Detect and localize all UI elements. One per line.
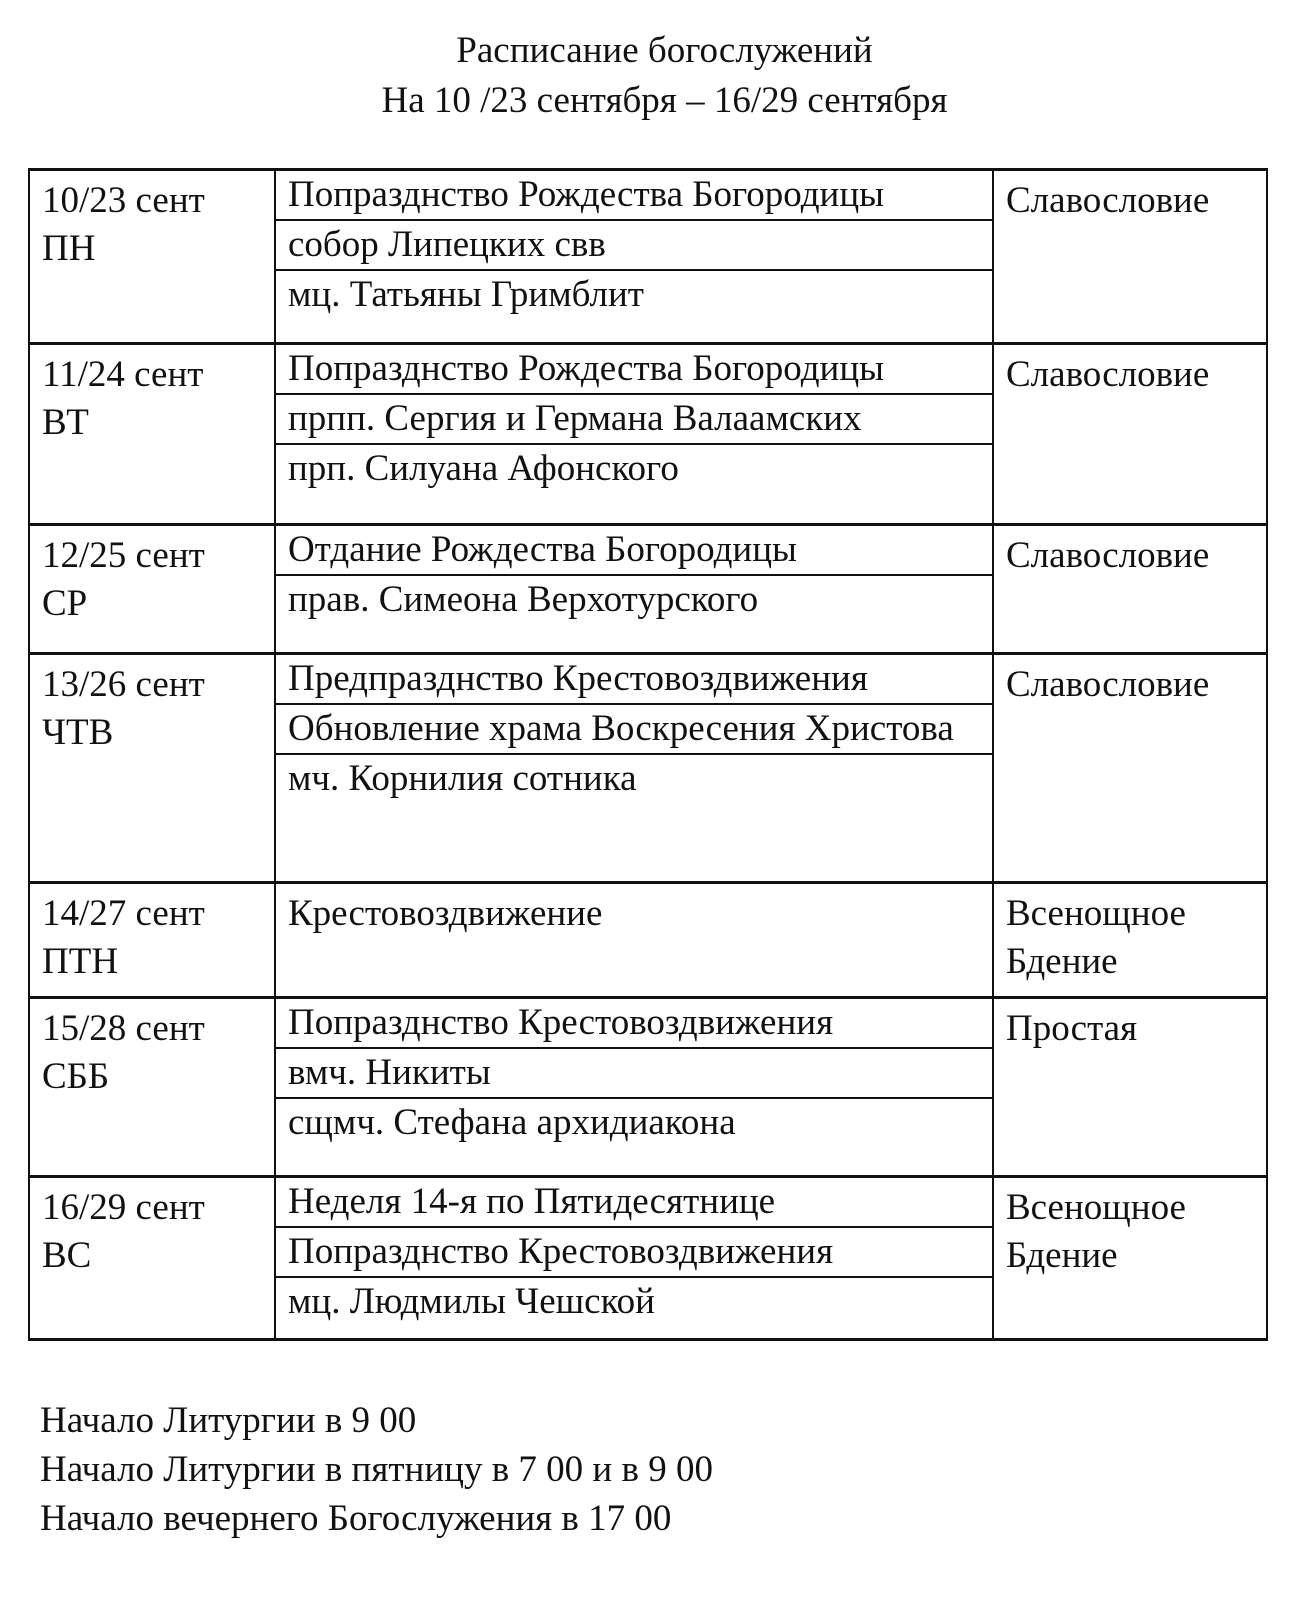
liturgy-time-line: Начало Литургии в 9 00 [40, 1400, 417, 1441]
event-item: Попразднство Рождества Богородицы [276, 345, 992, 395]
date-text: 11/24 сент [42, 354, 204, 395]
event-item: Попразднство Рождества Богородицы [276, 171, 992, 221]
events-cell [275, 344, 993, 525]
service-cell: Всенощное Бдение [993, 883, 1267, 998]
event-item: мц. Людмилы Чешской [288, 1281, 655, 1322]
service-cell: Славословие [993, 170, 1267, 344]
weekday-text: ВТ [42, 402, 89, 443]
schedule-row-day-2 [29, 344, 1267, 525]
date-cell [29, 1177, 275, 1340]
event-item: сщмч. Стефана архидиакона [288, 1102, 736, 1143]
event-item: собор Липецких свв [276, 221, 992, 271]
service-cell: Простая [993, 998, 1267, 1177]
evening-service-time-line: Начало вечернего Богослужения в 17 00 [40, 1498, 672, 1539]
event-item: Предпразднство Крестовоздвижения [276, 655, 992, 705]
weekday-text: СР [42, 583, 88, 624]
event-item: Попразднство Крестовоздвижения [276, 999, 992, 1049]
date-cell [29, 170, 275, 344]
event-item: вмч. Никиты [276, 1049, 992, 1099]
weekday-text: СББ [42, 1056, 110, 1097]
events-cell [275, 998, 993, 1177]
service-cell: Всенощное Бдение [993, 1177, 1267, 1340]
event-item: прав. Симеона Верхотурского [288, 579, 759, 620]
date-cell [29, 883, 275, 998]
date-text: 15/28 сент [42, 1008, 205, 1049]
weekday-text: ЧТВ [42, 712, 114, 753]
schedule-table [28, 168, 1268, 1341]
date-cell [29, 344, 275, 525]
event-item: Обновление храма Воскресения Христова [276, 705, 992, 755]
service-times [40, 1396, 713, 1543]
schedule-row-day-1 [29, 170, 1267, 344]
date-cell [29, 654, 275, 883]
weekday-text: ПН [42, 228, 96, 269]
schedule-row-day-6 [29, 998, 1267, 1177]
schedule-row-day-4 [29, 654, 1267, 883]
date-text: 16/29 сент [42, 1187, 205, 1228]
events-cell [275, 1177, 993, 1340]
page-header [0, 26, 1299, 126]
schedule-row-day-5 [29, 883, 1267, 998]
schedule-row-day-3 [29, 525, 1267, 654]
service-cell: Славословие [993, 525, 1267, 654]
events-cell [275, 654, 993, 883]
date-cell [29, 998, 275, 1177]
event-item: прпп. Сергия и Германа Валаамских [276, 395, 992, 445]
event-item: мц. Татьяны Гримблит [288, 274, 644, 315]
date-text: 13/26 сент [42, 664, 205, 705]
date-text: 14/27 сент [42, 893, 205, 934]
events-cell [275, 883, 993, 998]
event-item: прп. Силуана Афонского [288, 448, 679, 489]
service-cell: Славословие [993, 654, 1267, 883]
schedule-row-day-7 [29, 1177, 1267, 1340]
event-item: Отдание Рождества Богородицы [276, 526, 992, 576]
date-text: 10/23 сент [42, 180, 205, 221]
weekday-text: ВС [42, 1235, 92, 1276]
page-title: Расписание богослужений [456, 30, 873, 71]
weekday-text: ПТН [42, 941, 119, 982]
event-item: Неделя 14-я по Пятидесятнице [276, 1178, 992, 1228]
event-item: мч. Корнилия сотника [288, 758, 637, 799]
friday-liturgy-time-line: Начало Литургии в пятницу в 7 00 и в 9 00 [40, 1449, 713, 1490]
events-cell [275, 170, 993, 344]
event-item: Попразднство Крестовоздвижения [276, 1228, 992, 1278]
date-cell [29, 525, 275, 654]
page-subtitle: На 10 /23 сентября – 16/29 сентября [381, 80, 948, 121]
service-cell: Славословие [993, 344, 1267, 525]
events-cell [275, 525, 993, 654]
date-text: 12/25 сент [42, 535, 205, 576]
event-item: Крестовоздвижение [288, 893, 603, 934]
